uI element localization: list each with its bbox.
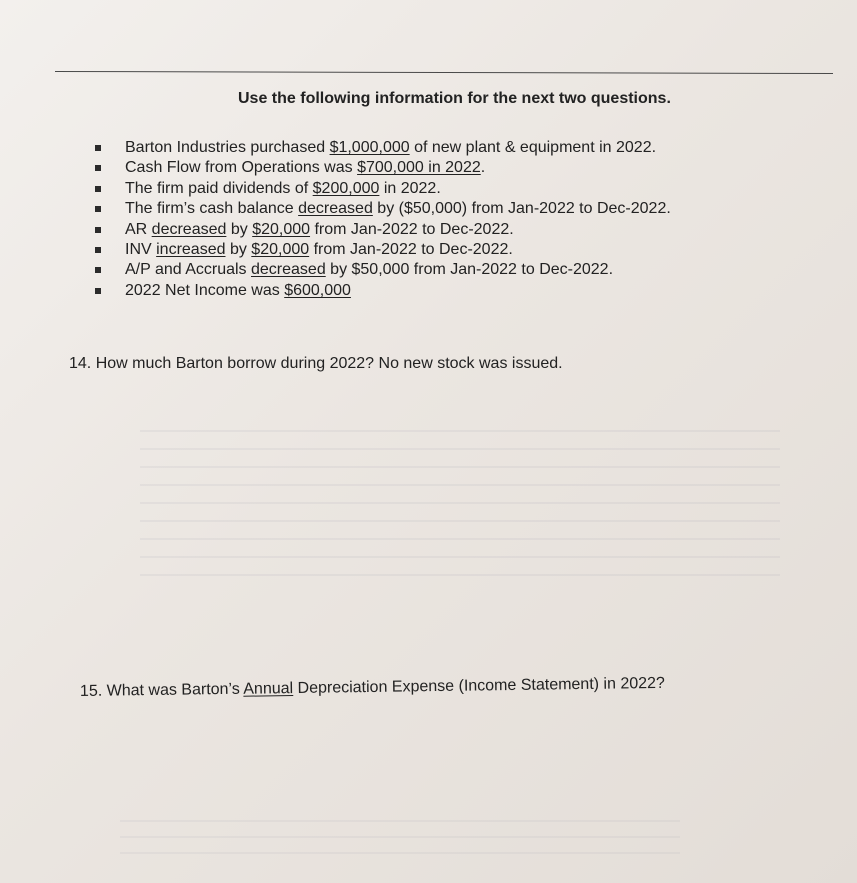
worksheet-page: Use the following information for the next two questions. Barton Industries purchased $1,000,000 of new plant & equipment in 2022. Cash Flow from Operations was $700,000 in 2022. The firm paid dividends of $200,000 in 2022. The firm’s cash balance decreased by ($50,000) from Jan-2022 to Dec-2022. AR decreased by $20,000 from Jan-2022 to Dec-2022. INV increased by $20,000 from Jan-2022 to Dec-2022. A/P and Accruals decreased by $50,000 from Jan-2022 to Dec-2022. 2022 Net Income was $600,000 14. How much Barton borrow during 2022? No new stock was issued. 15. What was Barton’s Annual Depreciation Expense (Income Statement) in 2022? xyxy=(0,0,857,883)
bleed-through-texture xyxy=(140,430,780,580)
bullet-icon xyxy=(95,145,101,151)
bullet-icon xyxy=(95,247,101,253)
bullet-icon xyxy=(95,267,101,273)
bullet-icon xyxy=(95,227,101,233)
horizontal-rule xyxy=(55,71,833,74)
section-heading: Use the following information for the next two questions. xyxy=(238,90,671,107)
bullet-icon xyxy=(95,288,101,294)
bullet-icon xyxy=(95,186,101,192)
bullet-icon xyxy=(95,206,101,212)
question-14: 14. How much Barton borrow during 2022? No new stock was issued. xyxy=(69,355,563,372)
question-15: 15. What was Barton’s Annual Depreciation Expense (Income Statement) in 2022? xyxy=(79,674,665,700)
bullet-icon xyxy=(95,165,101,171)
bleed-through-texture xyxy=(120,820,680,860)
